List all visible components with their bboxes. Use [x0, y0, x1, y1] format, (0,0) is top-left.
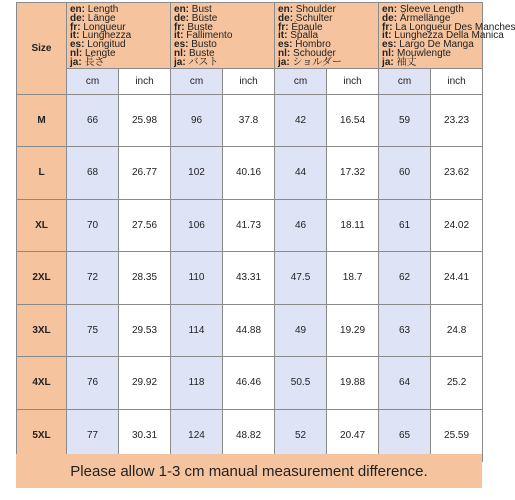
cm-value: 59 [379, 94, 431, 147]
language-code: ja: [174, 56, 186, 68]
language-code: de: [278, 12, 294, 24]
translated-name: Buste [184, 21, 213, 33]
translated-name: Länge [85, 12, 116, 24]
cm-value: 64 [379, 357, 431, 410]
inch-value: 19.29 [327, 304, 379, 357]
inch-value: 16.54 [327, 94, 379, 147]
inch-value: 41.73 [223, 199, 275, 252]
inch-value: 27.56 [119, 199, 171, 252]
translated-name: Lunghezza Della Manica [391, 30, 504, 42]
size-label: M [17, 94, 67, 147]
translated-name: Spalla [287, 30, 319, 42]
language-code: fr: [278, 21, 289, 33]
language-code: nl: [70, 47, 83, 59]
cm-value: 60 [379, 147, 431, 200]
cm-value: 68 [67, 147, 119, 200]
size-table-body [17, 3, 515, 462]
translated-name: Ärmellänge [397, 12, 451, 24]
inch-value: 46.46 [223, 357, 275, 410]
inch-value: 26.77 [119, 147, 171, 200]
translated-name: Bust [189, 4, 212, 15]
size-label: 2XL [17, 252, 67, 305]
translated-name: Buste [186, 47, 215, 59]
unit-header: cm [275, 68, 327, 94]
measurement-note: Please allow 1-3 cm manual measurement difference. [16, 454, 482, 488]
language-code: es: [70, 39, 85, 51]
size-label: 3XL [17, 304, 67, 357]
translated-name: La Longueur Des Manches [392, 21, 515, 33]
cm-value: 118 [171, 357, 223, 410]
cm-value: 65 [379, 409, 431, 462]
size-label: 4XL [17, 357, 67, 410]
translated-name: Lengte [82, 47, 116, 59]
unit-header: cm [171, 68, 223, 94]
cm-value: 46 [275, 199, 327, 252]
language-code: en: [278, 4, 294, 15]
language-code: ja: [70, 56, 82, 68]
language-code: es: [174, 39, 189, 51]
inch-value: 20.47 [327, 409, 379, 462]
inch-value: 43.31 [223, 252, 275, 305]
table-row [17, 252, 483, 305]
language-code: it: [70, 30, 80, 42]
translated-name: Longitud [84, 39, 126, 51]
measurement-translation [278, 56, 378, 68]
measurement-translation [382, 56, 482, 68]
translated-name: Épaule [288, 21, 323, 33]
language-code: es: [278, 39, 293, 51]
size-label: L [17, 147, 67, 200]
unit-header: inch [119, 68, 171, 94]
translated-name: Lunghezza [79, 30, 132, 42]
cm-value: 75 [67, 304, 119, 357]
language-code: en: [382, 4, 398, 15]
unit-row [17, 68, 483, 94]
inch-value: 48.82 [223, 409, 275, 462]
inch-value: 18.7 [327, 252, 379, 305]
cm-value: 72 [67, 252, 119, 305]
translated-name: Schulter [293, 12, 333, 24]
length-names [67, 3, 171, 69]
inch-value: 23.23 [431, 94, 483, 147]
inch-value: 23.62 [431, 147, 483, 200]
inch-value: 24.02 [431, 199, 483, 252]
language-code: fr: [70, 21, 81, 33]
size-label: 5XL [17, 409, 67, 462]
cm-value: 66 [67, 94, 119, 147]
translated-name: ショルダー [289, 56, 342, 68]
inch-value: 24.8 [431, 304, 483, 357]
cm-value: 47.5 [275, 252, 327, 305]
measurement-translation [174, 56, 274, 68]
language-code: nl: [278, 47, 291, 59]
cm-value: 50.5 [275, 357, 327, 410]
cm-value: 110 [171, 252, 223, 305]
bust-names [171, 3, 275, 69]
cm-value: 44 [275, 147, 327, 200]
inch-value: 40.16 [223, 147, 275, 200]
cm-value: 124 [171, 409, 223, 462]
size-label: XL [17, 199, 67, 252]
measurement-name-row [17, 3, 483, 69]
inch-value: 25.59 [431, 409, 483, 462]
inch-value: 29.92 [119, 357, 171, 410]
inch-value: 18.11 [327, 199, 379, 252]
cm-value: 106 [171, 199, 223, 252]
shoulder-names [275, 3, 379, 69]
language-code: nl: [174, 47, 187, 59]
cm-value: 114 [171, 304, 223, 357]
cm-value: 61 [379, 199, 431, 252]
translated-name: Schouder [290, 47, 336, 59]
inch-value: 30.31 [119, 409, 171, 462]
inch-value: 17.32 [327, 147, 379, 200]
translated-name: Büste [189, 12, 218, 24]
language-code: fr: [174, 21, 185, 33]
language-code: ja: [278, 56, 290, 68]
cm-value: 49 [275, 304, 327, 357]
table-row [17, 94, 483, 147]
translated-name: Mouwlengte [394, 47, 451, 59]
inch-value: 37.8 [223, 94, 275, 147]
translated-name: Busto [188, 39, 217, 51]
translated-name: Sleeve Length [397, 4, 464, 15]
language-code: ja: [382, 56, 394, 68]
language-code: it: [382, 30, 392, 42]
cm-value: 70 [67, 199, 119, 252]
sleeve-length-names [379, 3, 515, 69]
cm-value: 63 [379, 304, 431, 357]
table-row [17, 304, 483, 357]
unit-header: inch [223, 68, 275, 94]
unit-header: cm [67, 68, 119, 94]
language-code: de: [382, 12, 398, 24]
cm-value: 102 [171, 147, 223, 200]
translated-name: 袖丈 [393, 56, 417, 68]
language-code: es: [382, 39, 397, 51]
measurement-translation [70, 56, 170, 68]
cm-value: 76 [67, 357, 119, 410]
translated-name: Length [85, 4, 119, 15]
size-column-header: Size [17, 3, 67, 95]
table-row [17, 147, 483, 200]
inch-value: 24.41 [431, 252, 483, 305]
language-code: en: [70, 4, 85, 15]
translated-name: Shoulder [293, 4, 336, 15]
unit-header: inch [431, 68, 483, 94]
translated-name: Longueur [80, 21, 126, 33]
cm-value: 77 [67, 409, 119, 462]
language-code: de: [70, 12, 85, 24]
inch-value: 44.88 [223, 304, 275, 357]
language-code: de: [174, 12, 190, 24]
cm-value: 62 [379, 252, 431, 305]
translated-name: Hombro [292, 39, 331, 51]
translated-name: バスト [185, 56, 219, 68]
cm-value: 52 [275, 409, 327, 462]
inch-value: 28.35 [119, 252, 171, 305]
language-code: fr: [382, 21, 393, 33]
unit-header: cm [379, 68, 431, 94]
language-code: nl: [382, 47, 395, 59]
table-row [17, 199, 483, 252]
translated-name: 長さ [81, 56, 105, 68]
size-table [16, 2, 515, 462]
cm-value: 96 [171, 94, 223, 147]
inch-value: 25.2 [431, 357, 483, 410]
inch-value: 29.53 [119, 304, 171, 357]
unit-header: inch [327, 68, 379, 94]
inch-value: 25.98 [119, 94, 171, 147]
cm-value: 42 [275, 94, 327, 147]
language-code: it: [278, 30, 288, 42]
translated-name: Largo De Manga [396, 39, 474, 51]
language-code: en: [174, 4, 190, 15]
table-row [17, 357, 483, 410]
translated-name: Fallimento [183, 30, 233, 42]
inch-value: 19.88 [327, 357, 379, 410]
language-code: it: [174, 30, 184, 42]
